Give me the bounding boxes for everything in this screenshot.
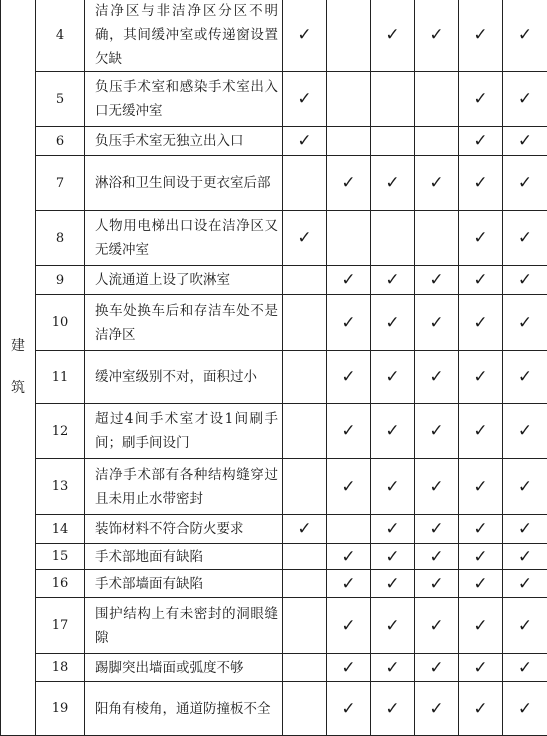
row-number: 7 [36, 156, 85, 211]
table-row [1, 211, 547, 266]
table-row [1, 598, 547, 654]
table-row [1, 654, 547, 682]
row-number: 5 [36, 72, 85, 127]
table-row [1, 266, 547, 295]
check-mark-cell: ✓ [459, 127, 503, 156]
check-mark-cell: ✓ [371, 598, 415, 654]
row-number: 4 [36, 0, 85, 72]
check-mark-cell: ✓ [415, 404, 459, 459]
row-number: 11 [36, 351, 85, 404]
defect-description: 缓冲室级别不对，面积过小 [85, 351, 283, 404]
category-char: 建 [1, 335, 35, 357]
table-row [1, 544, 547, 570]
check-mark-cell: ✓ [503, 72, 547, 127]
category-cell [1, 0, 36, 736]
check-mark-cell: ✓ [327, 544, 371, 570]
check-mark-cell: ✓ [503, 570, 547, 598]
empty-mark-cell [283, 570, 327, 598]
check-mark-cell: ✓ [459, 72, 503, 127]
check-mark-cell: ✓ [283, 127, 327, 156]
check-mark-cell: ✓ [371, 682, 415, 736]
check-mark-cell: ✓ [283, 211, 327, 266]
check-mark-cell: ✓ [459, 266, 503, 295]
row-number: 12 [36, 404, 85, 459]
check-mark-cell: ✓ [371, 351, 415, 404]
defect-description: 人物用电梯出口设在洁净区又无缓冲室 [85, 211, 283, 266]
check-mark-cell: ✓ [503, 404, 547, 459]
row-number: 16 [36, 570, 85, 598]
defect-description: 洁净区与非洁净区分区不明确，其间缓冲室或传递窗设置欠缺 [85, 0, 283, 72]
row-number: 19 [36, 682, 85, 736]
check-mark-cell: ✓ [371, 404, 415, 459]
empty-mark-cell [327, 72, 371, 127]
empty-mark-cell [415, 127, 459, 156]
check-mark-cell: ✓ [503, 127, 547, 156]
defect-description: 装饰材料不符合防火要求 [85, 515, 283, 544]
check-mark-cell: ✓ [503, 156, 547, 211]
empty-mark-cell [283, 295, 327, 351]
row-number: 15 [36, 544, 85, 570]
empty-mark-cell [283, 459, 327, 515]
defect-description: 负压手术室和感染手术室出入口无缓冲室 [85, 72, 283, 127]
defect-description: 换车处换车后和存洁车处不是洁净区 [85, 295, 283, 351]
empty-mark-cell [327, 515, 371, 544]
check-mark-cell: ✓ [327, 295, 371, 351]
check-mark-cell: ✓ [371, 266, 415, 295]
check-mark-cell: ✓ [327, 404, 371, 459]
check-mark-cell: ✓ [371, 515, 415, 544]
check-mark-cell: ✓ [503, 544, 547, 570]
check-mark-cell: ✓ [371, 0, 415, 72]
row-number: 8 [36, 211, 85, 266]
check-mark-cell: ✓ [327, 266, 371, 295]
table-row [1, 127, 547, 156]
empty-mark-cell [327, 127, 371, 156]
check-mark-cell: ✓ [327, 156, 371, 211]
check-mark-cell: ✓ [459, 0, 503, 72]
table-row [1, 570, 547, 598]
check-mark-cell: ✓ [327, 570, 371, 598]
check-mark-cell: ✓ [415, 295, 459, 351]
check-mark-cell: ✓ [503, 515, 547, 544]
empty-mark-cell [283, 682, 327, 736]
empty-mark-cell [283, 654, 327, 682]
check-mark-cell: ✓ [459, 295, 503, 351]
check-mark-cell: ✓ [459, 570, 503, 598]
defect-description: 人流通道上设了吹淋室 [85, 266, 283, 295]
table-row [1, 0, 547, 72]
check-mark-cell: ✓ [459, 682, 503, 736]
check-mark-cell: ✓ [503, 351, 547, 404]
table-row [1, 156, 547, 211]
table-row [1, 295, 547, 351]
check-mark-cell: ✓ [503, 654, 547, 682]
check-mark-cell: ✓ [459, 459, 503, 515]
check-mark-cell: ✓ [503, 682, 547, 736]
defect-description: 手术部地面有缺陷 [85, 544, 283, 570]
row-number: 10 [36, 295, 85, 351]
check-mark-cell: ✓ [503, 295, 547, 351]
defect-description: 围护结构上有未密封的洞眼缝隙 [85, 598, 283, 654]
check-mark-cell: ✓ [371, 459, 415, 515]
row-number: 18 [36, 654, 85, 682]
row-number: 9 [36, 266, 85, 295]
check-mark-cell: ✓ [503, 211, 547, 266]
check-mark-cell: ✓ [371, 295, 415, 351]
check-mark-cell: ✓ [459, 654, 503, 682]
check-mark-cell: ✓ [327, 682, 371, 736]
check-mark-cell: ✓ [459, 156, 503, 211]
empty-mark-cell [283, 598, 327, 654]
row-number: 13 [36, 459, 85, 515]
check-mark-cell: ✓ [327, 598, 371, 654]
empty-mark-cell [371, 127, 415, 156]
check-mark-cell: ✓ [371, 156, 415, 211]
defect-description: 负压手术室无独立出入口 [85, 127, 283, 156]
row-number: 14 [36, 515, 85, 544]
check-mark-cell: ✓ [415, 654, 459, 682]
check-mark-cell: ✓ [459, 211, 503, 266]
check-mark-cell: ✓ [503, 598, 547, 654]
check-mark-cell: ✓ [459, 515, 503, 544]
table-body [1, 0, 547, 736]
check-mark-cell: ✓ [459, 598, 503, 654]
empty-mark-cell [415, 72, 459, 127]
row-number: 17 [36, 598, 85, 654]
empty-mark-cell [283, 351, 327, 404]
check-mark-cell: ✓ [415, 459, 459, 515]
table-row [1, 459, 547, 515]
check-mark-cell: ✓ [415, 0, 459, 72]
check-mark-cell: ✓ [327, 351, 371, 404]
check-mark-cell: ✓ [415, 570, 459, 598]
check-mark-cell: ✓ [415, 682, 459, 736]
check-mark-cell: ✓ [503, 0, 547, 72]
table-row [1, 515, 547, 544]
empty-mark-cell [327, 211, 371, 266]
empty-mark-cell [371, 72, 415, 127]
check-mark-cell: ✓ [415, 266, 459, 295]
table-row [1, 404, 547, 459]
check-mark-cell: ✓ [503, 266, 547, 295]
check-mark-cell: ✓ [283, 72, 327, 127]
check-mark-cell: ✓ [415, 515, 459, 544]
check-mark-cell: ✓ [415, 598, 459, 654]
empty-mark-cell [283, 266, 327, 295]
defect-description: 踢脚突出墙面或弧度不够 [85, 654, 283, 682]
defect-description: 超过4间手术室才设1间刷手间；刷手间设门 [85, 404, 283, 459]
defect-description: 洁净手术部有各种结构缝穿过且未用止水带密封 [85, 459, 283, 515]
check-mark-cell: ✓ [327, 654, 371, 682]
table-row [1, 682, 547, 736]
check-mark-cell: ✓ [415, 156, 459, 211]
empty-mark-cell [415, 211, 459, 266]
check-mark-cell: ✓ [503, 459, 547, 515]
check-mark-cell: ✓ [459, 544, 503, 570]
empty-mark-cell [371, 211, 415, 266]
table-row [1, 351, 547, 404]
empty-mark-cell [283, 156, 327, 211]
empty-mark-cell [283, 544, 327, 570]
check-mark-cell: ✓ [415, 351, 459, 404]
empty-mark-cell [283, 404, 327, 459]
check-mark-cell: ✓ [371, 654, 415, 682]
defect-description: 淋浴和卫生间设于更衣室后部 [85, 156, 283, 211]
check-mark-cell: ✓ [415, 544, 459, 570]
row-number: 6 [36, 127, 85, 156]
category-char: 筑 [1, 377, 35, 399]
check-mark-cell: ✓ [459, 404, 503, 459]
defect-description: 阳角有棱角，通道防撞板不全 [85, 682, 283, 736]
check-mark-cell: ✓ [371, 544, 415, 570]
check-mark-cell: ✓ [459, 351, 503, 404]
check-mark-cell: ✓ [283, 515, 327, 544]
empty-mark-cell [327, 0, 371, 72]
table-row [1, 72, 547, 127]
defect-description: 手术部墙面有缺陷 [85, 570, 283, 598]
check-mark-cell: ✓ [283, 0, 327, 72]
check-mark-cell: ✓ [327, 459, 371, 515]
check-mark-cell: ✓ [371, 570, 415, 598]
